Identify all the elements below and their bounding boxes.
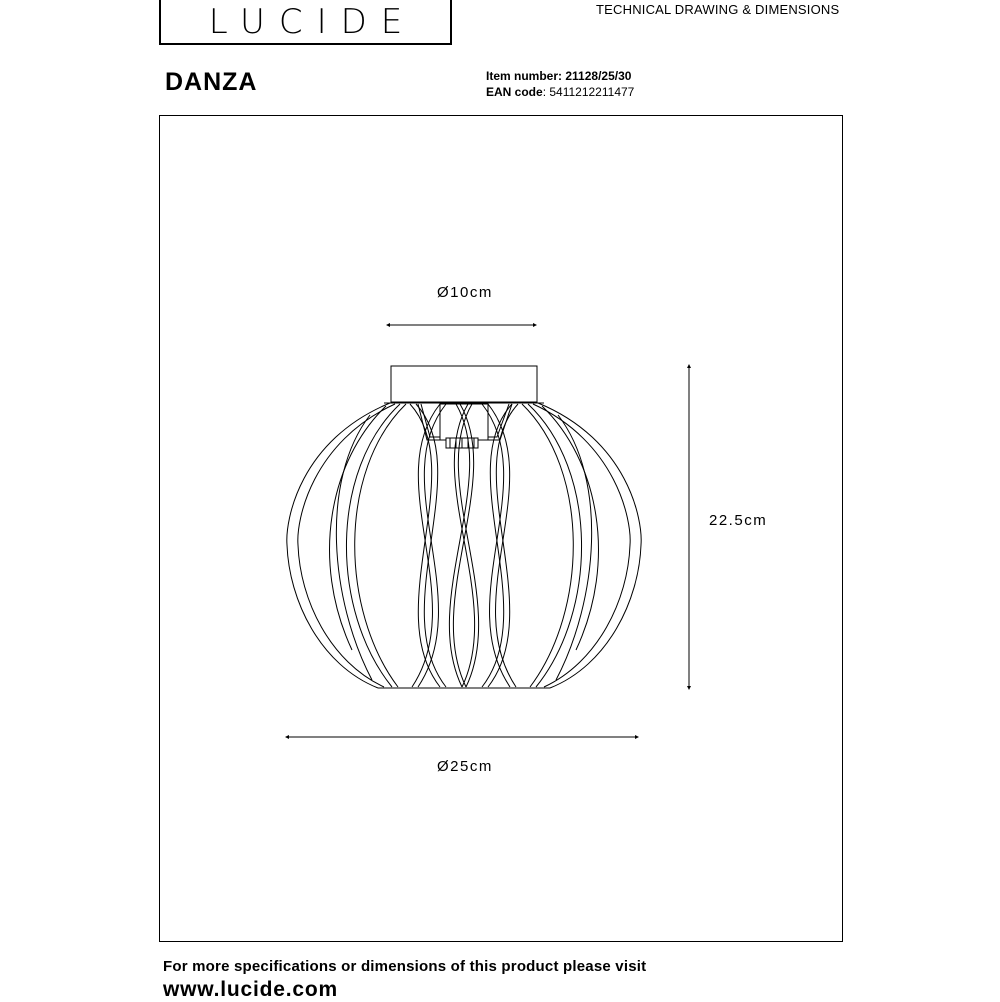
item-number-label: Item number bbox=[486, 69, 559, 83]
footer-note: For more specifications or dimensions of this product please visit bbox=[163, 958, 647, 975]
bottom-diameter-label: Ø25cm bbox=[437, 758, 493, 775]
item-number-row: Item number: 21128/25/30 bbox=[486, 69, 632, 83]
item-number-value: 21128/25/30 bbox=[565, 69, 632, 83]
ean-row: EAN code: 5411212211477 bbox=[486, 85, 635, 99]
ean-value: 5411212211477 bbox=[549, 85, 635, 99]
website-link[interactable]: www.lucide.com bbox=[163, 978, 338, 1001]
ean-label: EAN code bbox=[486, 85, 543, 99]
ceiling-canopy bbox=[391, 366, 537, 402]
lamp-outline bbox=[287, 366, 641, 688]
brand-logo-text: LUCIDE bbox=[208, 2, 417, 42]
height-label: 22.5cm bbox=[709, 512, 768, 529]
product-name: DANZA bbox=[165, 68, 258, 96]
top-diameter-label: Ø10cm bbox=[437, 284, 493, 301]
document-type: TECHNICAL DRAWING & DIMENSIONS bbox=[596, 2, 840, 17]
